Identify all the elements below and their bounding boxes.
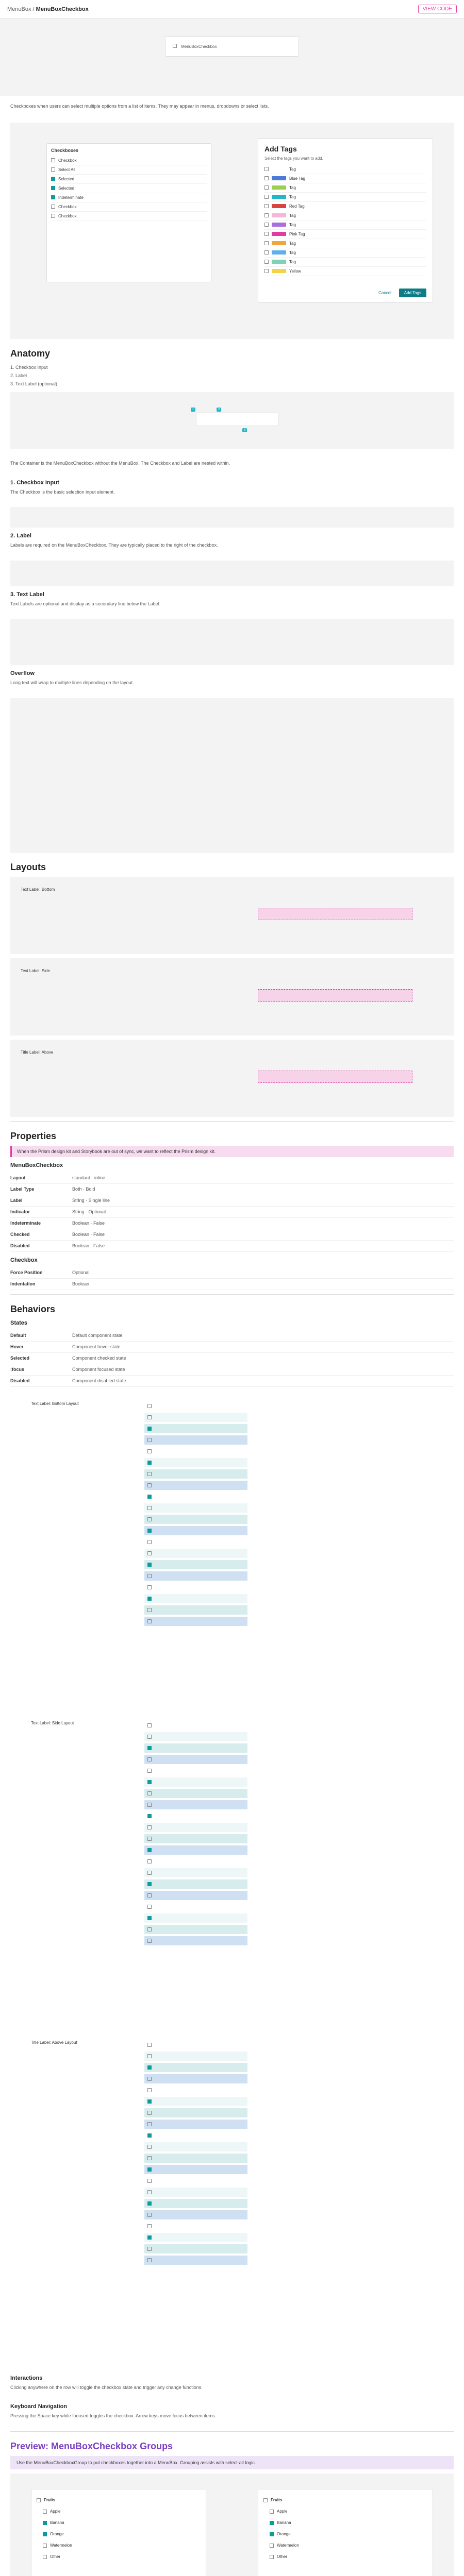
state-example[interactable] xyxy=(144,2244,247,2253)
overflow-demo xyxy=(10,698,454,853)
marker-1: 1 xyxy=(191,408,195,412)
checkbox-icon xyxy=(147,1574,152,1578)
table-row: Selected Component checked state xyxy=(10,1353,454,1364)
state-example[interactable] xyxy=(144,1469,247,1479)
state-example[interactable] xyxy=(144,2040,247,2049)
checkbox-icon xyxy=(43,2521,47,2525)
checkbox-icon xyxy=(147,2145,152,2149)
state-example[interactable] xyxy=(144,1823,247,1832)
checkbox-icon xyxy=(147,1769,152,1773)
checkbox-icon xyxy=(264,213,269,217)
state-groups xyxy=(10,1391,454,2370)
tag-item[interactable]: Tag xyxy=(264,211,426,221)
layout-highlight xyxy=(258,1071,412,1083)
tag-item[interactable]: Yellow xyxy=(264,267,426,276)
state-example[interactable] xyxy=(144,2074,247,2083)
checkbox-icon xyxy=(147,2179,152,2183)
state-example[interactable] xyxy=(144,1743,247,1753)
checkbox-icon xyxy=(147,1893,152,1897)
hero-preview xyxy=(0,19,464,96)
tag-swatch xyxy=(272,176,286,180)
tag-swatch xyxy=(272,241,286,245)
state-example[interactable] xyxy=(144,2108,247,2117)
overflow-text: Long text will wrap to multiple lines depending on the layout. xyxy=(10,680,134,686)
add-tags-dialog xyxy=(258,138,433,303)
list-item[interactable]: Select All xyxy=(51,165,207,175)
checkbox-icon xyxy=(147,1905,152,1909)
add-tags-button[interactable]: Add Tags xyxy=(399,289,426,297)
preview-heading: Preview: MenuBoxCheckbox Groups xyxy=(10,2441,173,2451)
anatomy-diagram xyxy=(10,392,454,449)
checkbox-icon xyxy=(147,2190,152,2194)
checkbox-icon xyxy=(147,1927,152,1931)
table-row: Hover Component hover state xyxy=(10,1342,454,1353)
state-example[interactable] xyxy=(144,1936,247,1945)
table-row: Default Default component state xyxy=(10,1330,454,1342)
tag-swatch xyxy=(272,213,286,217)
overflow-heading: Overflow xyxy=(10,670,35,677)
checkbox-icon xyxy=(147,1859,152,1863)
intro-text: Checkboxes when users can select multiple options from a list of items. They may appear in menus, dropdowns or select lists. xyxy=(10,104,269,109)
checkbox-checked-icon xyxy=(51,186,55,190)
interactions-heading: Interactions xyxy=(10,2375,43,2381)
checkbox-icon xyxy=(43,2510,47,2514)
preview-card xyxy=(31,2489,206,2576)
checkbox-icon xyxy=(147,1585,152,1589)
label-text: Labels are required on the MenuBoxCheckbox. They are typically placed to the right of the checkbox. xyxy=(10,543,218,548)
tag-swatch xyxy=(272,232,286,236)
top-header xyxy=(0,0,464,19)
text-label-demo xyxy=(10,619,454,665)
checkbox-icon xyxy=(51,158,55,162)
state-example[interactable] xyxy=(144,1800,247,1809)
tag-swatch xyxy=(272,185,286,190)
state-example[interactable] xyxy=(144,1902,247,1911)
breadcrumb: MenuBox / MenuBoxCheckbox xyxy=(7,6,89,12)
table-row: Force Position Optional xyxy=(10,1267,454,1279)
table-row: Layout standard · inline xyxy=(10,1173,454,1184)
checkbox-icon xyxy=(147,1803,152,1807)
checkbox-icon xyxy=(147,1563,152,1567)
state-example[interactable] xyxy=(144,1891,247,1900)
state-example[interactable] xyxy=(144,2131,247,2140)
marker-3: 3 xyxy=(242,428,247,432)
state-example[interactable] xyxy=(144,1515,247,1524)
checkbox-icon xyxy=(270,2510,274,2514)
checkbox-icon xyxy=(147,2122,152,2126)
tag-item[interactable]: Tag xyxy=(264,239,426,248)
state-example[interactable] xyxy=(144,2142,247,2151)
state-example[interactable] xyxy=(144,1526,247,1535)
hero-label: MenuBoxCheckbox xyxy=(181,44,217,49)
preview-item[interactable]: Banana xyxy=(37,2517,201,2529)
checkbox-checked-icon xyxy=(51,177,55,181)
checkbox-icon xyxy=(147,1529,152,1533)
checkbox-icon xyxy=(147,1608,152,1612)
checkbox-icon xyxy=(147,1882,152,1886)
table-row: Checked Boolean · False xyxy=(10,1229,454,1241)
state-example[interactable] xyxy=(144,1560,247,1569)
checkbox-icon xyxy=(147,2258,152,2262)
layout-side: Text Label: Side xyxy=(10,958,454,1036)
text-label-heading: 3. Text Label xyxy=(10,591,44,598)
anatomy-heading: Anatomy xyxy=(10,348,51,359)
state-example[interactable] xyxy=(144,1834,247,1843)
checkbox-icon xyxy=(264,176,269,180)
preview-item[interactable]: Watermelon xyxy=(37,2540,201,2551)
checkbox-icon xyxy=(147,1871,152,1875)
preview-item[interactable]: Fruits xyxy=(37,2495,201,2506)
state-example[interactable] xyxy=(144,1766,247,1775)
marker-2: 2 xyxy=(217,408,221,412)
state-example[interactable] xyxy=(144,1913,247,1923)
checkbox-icon xyxy=(147,2088,152,2092)
checkbox-icon xyxy=(147,1746,152,1750)
list-item[interactable]: Checkbox xyxy=(51,202,207,212)
checkbox-icon xyxy=(51,214,55,218)
state-example[interactable] xyxy=(144,2120,247,2129)
cancel-button[interactable]: Cancel xyxy=(378,290,391,295)
checkbox-icon xyxy=(147,2167,152,2172)
state-example[interactable] xyxy=(144,1732,247,1741)
state-group-label: Text Label: Side Layout xyxy=(31,1720,74,1725)
state-example[interactable] xyxy=(144,1605,247,1615)
state-example[interactable] xyxy=(144,2063,247,2072)
state-example[interactable] xyxy=(144,2052,247,2061)
state-column xyxy=(144,2040,247,2267)
list-title: Checkboxes xyxy=(51,147,79,153)
state-example[interactable] xyxy=(144,1503,247,1513)
hero-checkbox-card xyxy=(165,36,299,57)
anatomy-sample xyxy=(196,413,278,426)
state-example[interactable] xyxy=(144,1401,247,1411)
checkbox-indeterminate-icon xyxy=(51,195,55,199)
table-row: Label String · Single line xyxy=(10,1195,454,1207)
checkbox-icon xyxy=(147,1438,152,1442)
checkbox-icon xyxy=(270,2555,274,2559)
checkbox-icon xyxy=(147,2043,152,2047)
checkbox-icon xyxy=(43,2532,47,2536)
state-example[interactable] xyxy=(144,1845,247,1855)
state-example[interactable] xyxy=(144,2165,247,2174)
text-label-text: Text Labels are optional and display as a secondary line below the Label. xyxy=(10,601,161,606)
state-example[interactable] xyxy=(144,1777,247,1787)
checkbox-icon xyxy=(147,1757,152,1761)
state-example[interactable] xyxy=(144,2176,247,2185)
checkbox-icon xyxy=(147,2156,152,2160)
demo-area xyxy=(10,123,454,339)
label-demo xyxy=(10,561,454,586)
state-example[interactable] xyxy=(144,2154,247,2163)
intro-section xyxy=(0,96,464,117)
state-example[interactable] xyxy=(144,1789,247,1798)
anatomy-list xyxy=(10,363,454,388)
checkbox-icon xyxy=(264,223,269,227)
states-heading: States xyxy=(10,1319,28,1326)
table-row: Disabled Boolean · False xyxy=(10,1241,454,1252)
tag-swatch xyxy=(272,204,286,208)
checkbox-icon xyxy=(147,1837,152,1841)
anatomy-item: 1. Checkbox Input xyxy=(10,364,48,370)
state-example[interactable] xyxy=(144,1594,247,1603)
table-row: Indentation Boolean xyxy=(10,1279,454,1290)
checkbox-icon xyxy=(147,1916,152,1920)
preview-item[interactable]: Apple xyxy=(37,2506,201,2517)
checkbox-properties-table xyxy=(10,1267,454,1290)
tag-item[interactable]: Tag xyxy=(264,221,426,230)
checkbox-icon xyxy=(263,2498,268,2502)
checkbox-icon xyxy=(43,2544,47,2548)
checkbox-icon xyxy=(147,2213,152,2217)
state-example[interactable] xyxy=(144,2188,247,2197)
state-example[interactable] xyxy=(144,1755,247,1764)
preview-demo xyxy=(10,2473,454,2576)
checkbox-icon xyxy=(147,2224,152,2228)
table-row: Label Type Both · Bold xyxy=(10,1184,454,1195)
state-example[interactable] xyxy=(144,2222,247,2231)
state-group-label: Title Label: Above Layout xyxy=(31,2040,77,2045)
checkbox-icon xyxy=(147,1472,152,1476)
checkbox-icon xyxy=(147,2099,152,2104)
layouts-heading: Layouts xyxy=(10,861,46,872)
checkbox-icon xyxy=(147,2065,152,2070)
list-item[interactable]: Checkbox xyxy=(51,212,207,221)
breadcrumb-leaf: MenuBoxCheckbox xyxy=(36,6,89,12)
state-example[interactable] xyxy=(144,2199,247,2208)
tag-item[interactable]: Tag xyxy=(264,258,426,267)
tag-swatch xyxy=(272,250,286,255)
tag-swatch xyxy=(272,260,286,264)
checkbox-icon xyxy=(147,2201,152,2206)
tag-item[interactable]: Tag xyxy=(264,248,426,258)
state-example[interactable] xyxy=(144,1458,247,1467)
checkbox-icon xyxy=(147,1723,152,1727)
checkbox-icon xyxy=(147,2054,152,2058)
checkbox-icon xyxy=(147,1551,152,1555)
state-example[interactable] xyxy=(144,1413,247,1422)
checkbox-icon xyxy=(270,2521,274,2525)
state-example[interactable] xyxy=(144,1571,247,1581)
checkbox-icon xyxy=(264,241,269,245)
preview-note: Use the MenuBoxCheckboxGroup to put checkboxes together into a MenuBox. Grouping assists with select-all logic. xyxy=(10,2456,454,2469)
checkbox-icon xyxy=(147,1540,152,1544)
preview-card xyxy=(258,2489,433,2576)
state-example[interactable] xyxy=(144,1721,247,1730)
list-item[interactable]: Checkbox xyxy=(51,156,207,165)
checkbox-icon xyxy=(147,1848,152,1852)
state-example[interactable] xyxy=(144,2256,247,2265)
preview-item[interactable]: Watermelon xyxy=(263,2540,427,2551)
tag-swatch xyxy=(272,269,286,273)
table-row: Disabled Component disabled state xyxy=(10,1376,454,1387)
properties-heading: Properties xyxy=(10,1130,57,1141)
table-row: Indicator String · Optional xyxy=(10,1207,454,1218)
component-name: MenuBoxCheckbox xyxy=(10,1162,63,1168)
state-column xyxy=(144,1401,247,1628)
checkbox-input-heading: 1. Checkbox Input xyxy=(10,479,59,486)
tag-swatch xyxy=(272,223,286,227)
state-example[interactable] xyxy=(144,2210,247,2219)
checkbox-props-heading: Checkbox xyxy=(10,1257,38,1263)
tag-item[interactable]: Blue Tag xyxy=(264,174,426,183)
checkbox-icon xyxy=(270,2532,274,2536)
checkbox-icon xyxy=(147,1427,152,1431)
checkbox-icon xyxy=(264,250,269,255)
checkbox-icon xyxy=(147,1619,152,1623)
table-row: :focus Component focused state xyxy=(10,1364,454,1376)
anatomy-desc: The Container is the MenuBoxCheckbox without the MenuBox. The Checkbox and Label are nested within. xyxy=(10,461,230,466)
properties-note: When the Prism design kit and Storybook are out of sync, we want to reflect the Prism design kit. xyxy=(10,1146,454,1157)
checkbox-icon xyxy=(147,1404,152,1408)
keyboard-heading: Keyboard Navigation xyxy=(10,2403,68,2410)
checkbox-icon xyxy=(147,1597,152,1601)
layout-above: Title Label: Above xyxy=(10,1040,454,1117)
checkbox-icon xyxy=(147,1415,152,1419)
keyboard-text: Pressing the Space key while focused toggles the checkbox. Arrow keys move focus between items. xyxy=(10,2413,217,2419)
dialog-title: Add Tags xyxy=(264,144,297,153)
state-example[interactable] xyxy=(144,1868,247,1877)
state-example[interactable] xyxy=(144,1424,247,1433)
checkbox-icon xyxy=(147,1735,152,1739)
preview-item[interactable]: Orange xyxy=(37,2529,201,2540)
checkbox-icon xyxy=(147,2111,152,2115)
state-example[interactable] xyxy=(144,1617,247,1626)
state-example[interactable] xyxy=(144,1537,247,1547)
state-example[interactable] xyxy=(144,1811,247,1821)
preview-item[interactable]: Orange xyxy=(263,2529,427,2540)
tag-item[interactable]: Pink Tag xyxy=(264,230,426,239)
state-example[interactable] xyxy=(144,2233,247,2242)
table-row: Indeterminate Boolean · False xyxy=(10,1218,454,1229)
state-column xyxy=(144,1721,247,1947)
checkbox-icon xyxy=(147,1825,152,1829)
layout-bottom: Text Label: Bottom xyxy=(10,877,454,954)
states-table xyxy=(10,1330,454,1387)
list-item[interactable]: Indeterminate xyxy=(51,193,207,202)
checkbox-icon xyxy=(147,1506,152,1510)
breadcrumb-root[interactable]: MenuBox xyxy=(7,6,31,12)
layout-highlight xyxy=(258,908,412,920)
checkbox-icon xyxy=(147,1780,152,1784)
checkbox-icon xyxy=(147,1814,152,1818)
checkbox-icon xyxy=(147,2133,152,2138)
view-code-button[interactable]: VIEW CODE xyxy=(418,5,457,13)
checkbox-icon xyxy=(147,1517,152,1521)
checkbox-icon xyxy=(147,2235,152,2240)
tag-item[interactable]: Tag xyxy=(264,193,426,202)
list-item[interactable]: Selected xyxy=(51,175,207,184)
properties-table xyxy=(10,1173,454,1252)
checkbox-input-demo xyxy=(10,507,454,528)
state-example[interactable] xyxy=(144,1481,247,1490)
preview-item[interactable]: Apple xyxy=(263,2506,427,2517)
checkbox-icon xyxy=(147,1495,152,1499)
tag-swatch xyxy=(272,195,286,199)
state-example[interactable] xyxy=(144,2097,247,2106)
state-example[interactable] xyxy=(144,1879,247,1889)
tag-swatch xyxy=(272,167,286,171)
checkbox-icon xyxy=(147,1939,152,1943)
checkbox-icon xyxy=(264,269,269,273)
tag-item[interactable]: Red Tag xyxy=(264,202,426,211)
list-item[interactable]: Selected xyxy=(51,184,207,193)
preview-item[interactable]: Banana xyxy=(263,2517,427,2529)
state-example[interactable] xyxy=(144,1435,247,1445)
interactions-text: Clicking anywhere on the row will toggle the checkbox state and trigger any change functions. xyxy=(10,2384,203,2390)
state-example[interactable] xyxy=(144,1492,247,1501)
state-group-label: Text Label: Bottom Layout xyxy=(31,1401,79,1406)
checkbox-icon xyxy=(270,2544,274,2548)
behaviors-heading: Behaviors xyxy=(10,1303,56,1314)
checkbox-icon xyxy=(147,1791,152,1795)
anatomy-item: 3. Text Label (optional) xyxy=(10,381,57,386)
tag-item[interactable]: Tag xyxy=(264,165,426,174)
tag-item[interactable]: Tag xyxy=(264,183,426,193)
state-example[interactable] xyxy=(144,1583,247,1592)
label-heading: 2. Label xyxy=(10,533,31,539)
anatomy-item: 2. Label xyxy=(10,372,27,378)
checkbox-icon xyxy=(147,2077,152,2081)
state-example[interactable] xyxy=(144,1925,247,1934)
state-example[interactable] xyxy=(144,1447,247,1456)
checkbox-icon xyxy=(147,2247,152,2251)
preview-item[interactable]: Other xyxy=(263,2551,427,2563)
checkbox-icon xyxy=(37,2498,41,2502)
checkbox-list-card xyxy=(46,143,211,282)
checkbox-icon xyxy=(147,1461,152,1465)
checkbox-icon xyxy=(264,167,269,171)
layout-highlight xyxy=(258,989,412,1002)
state-example[interactable] xyxy=(144,1549,247,1558)
preview-item[interactable]: Other xyxy=(37,2551,201,2563)
checkbox-icon xyxy=(264,195,269,199)
checkbox-icon xyxy=(51,205,55,209)
preview-item[interactable]: Fruits xyxy=(263,2495,427,2506)
tag-list xyxy=(264,165,426,276)
checkbox-icon xyxy=(264,260,269,264)
checkbox-input-text: The Checkbox is the basic selection input element. xyxy=(10,489,115,495)
checkbox-icon xyxy=(51,167,55,172)
checkbox-icon xyxy=(264,232,269,236)
checkbox-icon xyxy=(147,1449,152,1453)
checkbox-icon xyxy=(264,204,269,208)
state-example[interactable] xyxy=(144,2086,247,2095)
dialog-subtitle: Select the tags you want to add. xyxy=(264,156,323,161)
hero-checkbox[interactable] xyxy=(173,44,177,48)
state-example[interactable] xyxy=(144,1857,247,1866)
checkbox-icon xyxy=(264,185,269,190)
checkbox-icon xyxy=(43,2555,47,2559)
checkbox-icon xyxy=(147,1483,152,1487)
